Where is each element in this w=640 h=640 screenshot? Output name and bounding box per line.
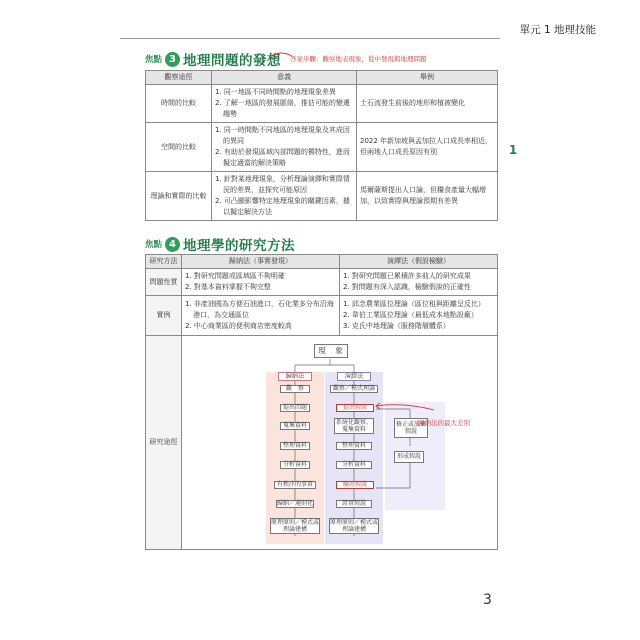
header-cell: 意義 bbox=[212, 71, 357, 85]
list-item: 3. 克氏中地理論（服務階層體系） bbox=[343, 321, 450, 330]
table-row bbox=[146, 269, 498, 296]
inductive-cell bbox=[182, 269, 340, 296]
inductive-step: 觀 察 bbox=[280, 385, 310, 393]
inductive-step: 原理原則／模式或理論建構 bbox=[271, 518, 320, 533]
row-label: 時間的比較 bbox=[146, 85, 212, 123]
inductive-cell bbox=[182, 296, 340, 336]
handwritten-note-1: 答案步驟：觀察地表現象，從中發現與地理問題 bbox=[290, 55, 427, 63]
header-cell: 觀察途徑 bbox=[146, 71, 212, 85]
meaning-item: 2. 了解一地區的發展脈絡，推估可能的變遷趨勢 bbox=[215, 99, 350, 118]
deductive-step-verify: 驗證假說 bbox=[336, 481, 374, 489]
list-item: 1. 非產油國為方便石油進口，石化業多分布沿海港口，為交通區位 bbox=[185, 300, 334, 320]
focus-label: 焦點 bbox=[145, 240, 163, 250]
table-header-row bbox=[146, 71, 498, 85]
header-cell: 演繹法（假設檢驗） bbox=[340, 255, 498, 269]
handwritten-note-2: 歸納法的最大差別 bbox=[418, 419, 470, 427]
meaning-item: 1. 同一時間點不同地區的地理現象及其成因的異同 bbox=[215, 126, 350, 146]
list-item: 2. 對問題有深入認識，檢驗假說的正確性 bbox=[343, 283, 471, 291]
meaning-item: 2. 有助於發現區域內部問題的獨特性，進而擬定適當的解決策略 bbox=[215, 148, 350, 167]
row-label: 理論和實際的比較 bbox=[146, 172, 212, 221]
example-cell: 土石流發生前後的地形和植被變化 bbox=[357, 85, 498, 123]
inductive-step: 蒐集資料 bbox=[280, 422, 310, 430]
row-label: 問題性質 bbox=[146, 269, 182, 296]
section3-heading bbox=[145, 49, 281, 69]
meaning-cell bbox=[212, 85, 357, 123]
list-item: 1. 對研究問題已累積許多前人的研究成果 bbox=[343, 272, 471, 281]
list-item: 2. 中心商業區的便利商店密度較高 bbox=[185, 321, 292, 330]
deductive-step-hypothesis: 提出假說 bbox=[336, 404, 374, 412]
inductive-step: 整理資料 bbox=[280, 442, 310, 450]
annotation-arrow-icon bbox=[374, 398, 436, 418]
inductive-step: 提出問題 bbox=[280, 404, 310, 412]
section4-heading bbox=[145, 234, 295, 254]
example-cell: 2022 年新加坡與孟加拉人口成長率相近，但兩地人口成長原因有別 bbox=[357, 123, 498, 172]
meaning-cell bbox=[212, 123, 357, 172]
deductive-step: 觀察／模式理論 bbox=[330, 385, 378, 393]
meaning-item: 2. 可凸顯影響特定地理現象的關鍵因素，據以擬定解決方法 bbox=[215, 197, 350, 216]
list-item: 1. 邱念農業區位理論（區位租與距離呈反比） bbox=[343, 300, 485, 309]
deductive-title-box: 演繹法 bbox=[337, 372, 371, 381]
header-cell: 舉例 bbox=[357, 71, 498, 85]
deductive-step: 原理原則／模式或理論建構 bbox=[330, 518, 379, 533]
meaning-item: 1. 同一地區不同時間點的地理現象差異 bbox=[215, 88, 336, 97]
table-row bbox=[146, 296, 498, 336]
form-hypothesis-box: 形成假說 bbox=[394, 451, 424, 463]
unit-header: 單元 1 地理技能 bbox=[519, 24, 596, 36]
inductive-step: 歸納／通則化 bbox=[277, 500, 314, 508]
list-item: 1. 對研究問題或區域區不夠明確 bbox=[185, 272, 285, 281]
research-flowchart bbox=[252, 338, 482, 546]
table-header-row bbox=[146, 255, 498, 269]
table-row bbox=[146, 85, 498, 123]
deductive-step: 分析資料 bbox=[336, 461, 372, 469]
header-divider bbox=[120, 38, 500, 39]
inductive-step: 有秩序的事實 bbox=[274, 481, 316, 489]
note-arrow-icon bbox=[270, 48, 294, 64]
deductive-step: 系統化觀察、蒐集資料 bbox=[335, 418, 372, 433]
deductive-cell bbox=[340, 296, 498, 336]
example-cell: 馬爾薩斯提出人口論，但糧食產量大幅增加，以致實際與理論預期有差異 bbox=[357, 172, 498, 221]
row-label: 實例 bbox=[146, 296, 182, 336]
header-cell: 研究方法 bbox=[146, 255, 182, 269]
meaning-item: 1. 針對某地理現象，分析理論演繹和實際情況的差異，並探究可能原因 bbox=[215, 175, 350, 195]
chapter-side-tab: 1 bbox=[508, 143, 518, 157]
row-label: 空間的比較 bbox=[146, 123, 212, 172]
focus-label: 焦點 bbox=[145, 55, 163, 65]
revise-hypothesis-box: 修正或放棄假說 bbox=[394, 418, 428, 438]
list-item: 2. 對基本資料掌握不夠完整 bbox=[185, 283, 271, 291]
deductive-cell bbox=[340, 269, 498, 296]
focus-number-badge: 4 bbox=[165, 237, 180, 252]
inductive-step: 分析資料 bbox=[280, 461, 310, 469]
header-cell: 歸納法（事實發現） bbox=[182, 255, 340, 269]
deductive-step: 證實假說 bbox=[336, 500, 372, 508]
list-item: 2. 韋伯工業區位理論（最低成本地點設廠） bbox=[343, 311, 478, 320]
inductive-title-box: 歸納法 bbox=[278, 372, 312, 381]
table-row bbox=[146, 172, 498, 221]
focus-number-badge: 3 bbox=[165, 52, 180, 67]
row-label: 研究途徑 bbox=[146, 336, 182, 550]
page-number: 3 bbox=[483, 592, 492, 608]
section4-title: 地理學的研究方法 bbox=[183, 238, 296, 254]
meaning-cell bbox=[212, 172, 357, 221]
section3-title: 地理問題的發想 bbox=[183, 53, 282, 69]
deductive-step: 整理資料 bbox=[336, 442, 372, 450]
observation-table bbox=[145, 70, 498, 221]
table-row bbox=[146, 123, 498, 172]
phenomenon-box: 現 象 bbox=[314, 344, 348, 358]
